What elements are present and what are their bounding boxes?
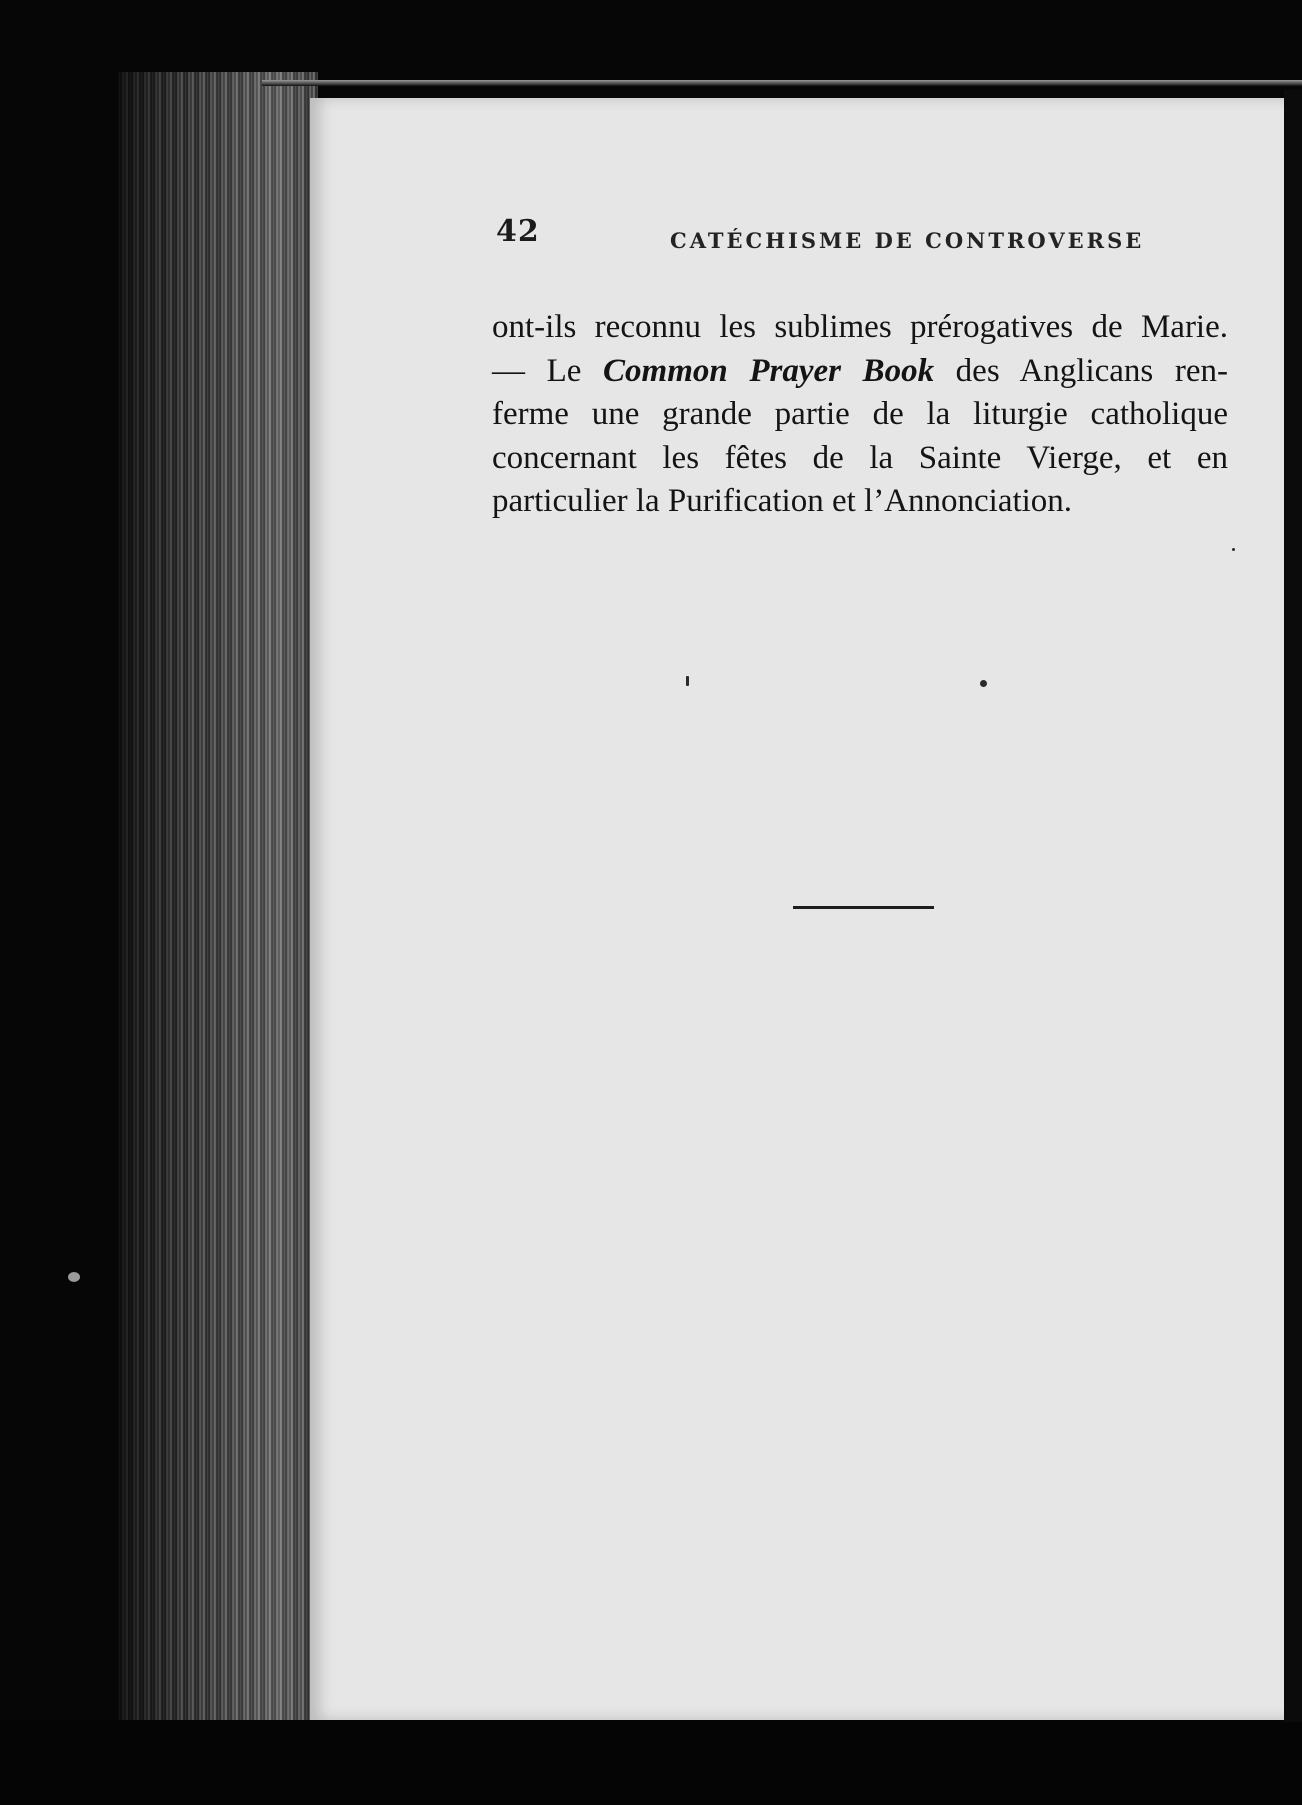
section-rule xyxy=(793,906,934,909)
top-edge xyxy=(262,80,1302,86)
text-line: ont-ils reconnu les sublimes prérogatives de Marie. xyxy=(492,309,1228,345)
text-fragment: des Anglicans ren- xyxy=(934,352,1228,389)
italic-title: Common Prayer Book xyxy=(603,352,935,389)
text-line: ferme une grande partie de la liturgie catholique xyxy=(492,396,1228,432)
body-paragraph xyxy=(492,306,1228,524)
text-fragment: — Le xyxy=(492,352,604,389)
running-head: CATÉCHISME DE CONTROVERSE xyxy=(670,228,1145,253)
text-line xyxy=(492,350,1228,394)
ink-speck xyxy=(68,1272,80,1282)
text-line: particulier la Purification et l’Annonciation. xyxy=(492,483,1073,519)
right-edge xyxy=(1284,90,1302,1730)
text-line: concernant les fêtes de la Sainte Vierge, et en xyxy=(492,439,1228,476)
edge-shadow xyxy=(118,72,318,1720)
scan-bottom-margin xyxy=(0,1722,1302,1805)
ink-speck xyxy=(686,676,689,686)
ink-speck xyxy=(1232,548,1235,551)
ink-speck xyxy=(980,680,987,687)
page-number: 42 xyxy=(496,214,540,249)
